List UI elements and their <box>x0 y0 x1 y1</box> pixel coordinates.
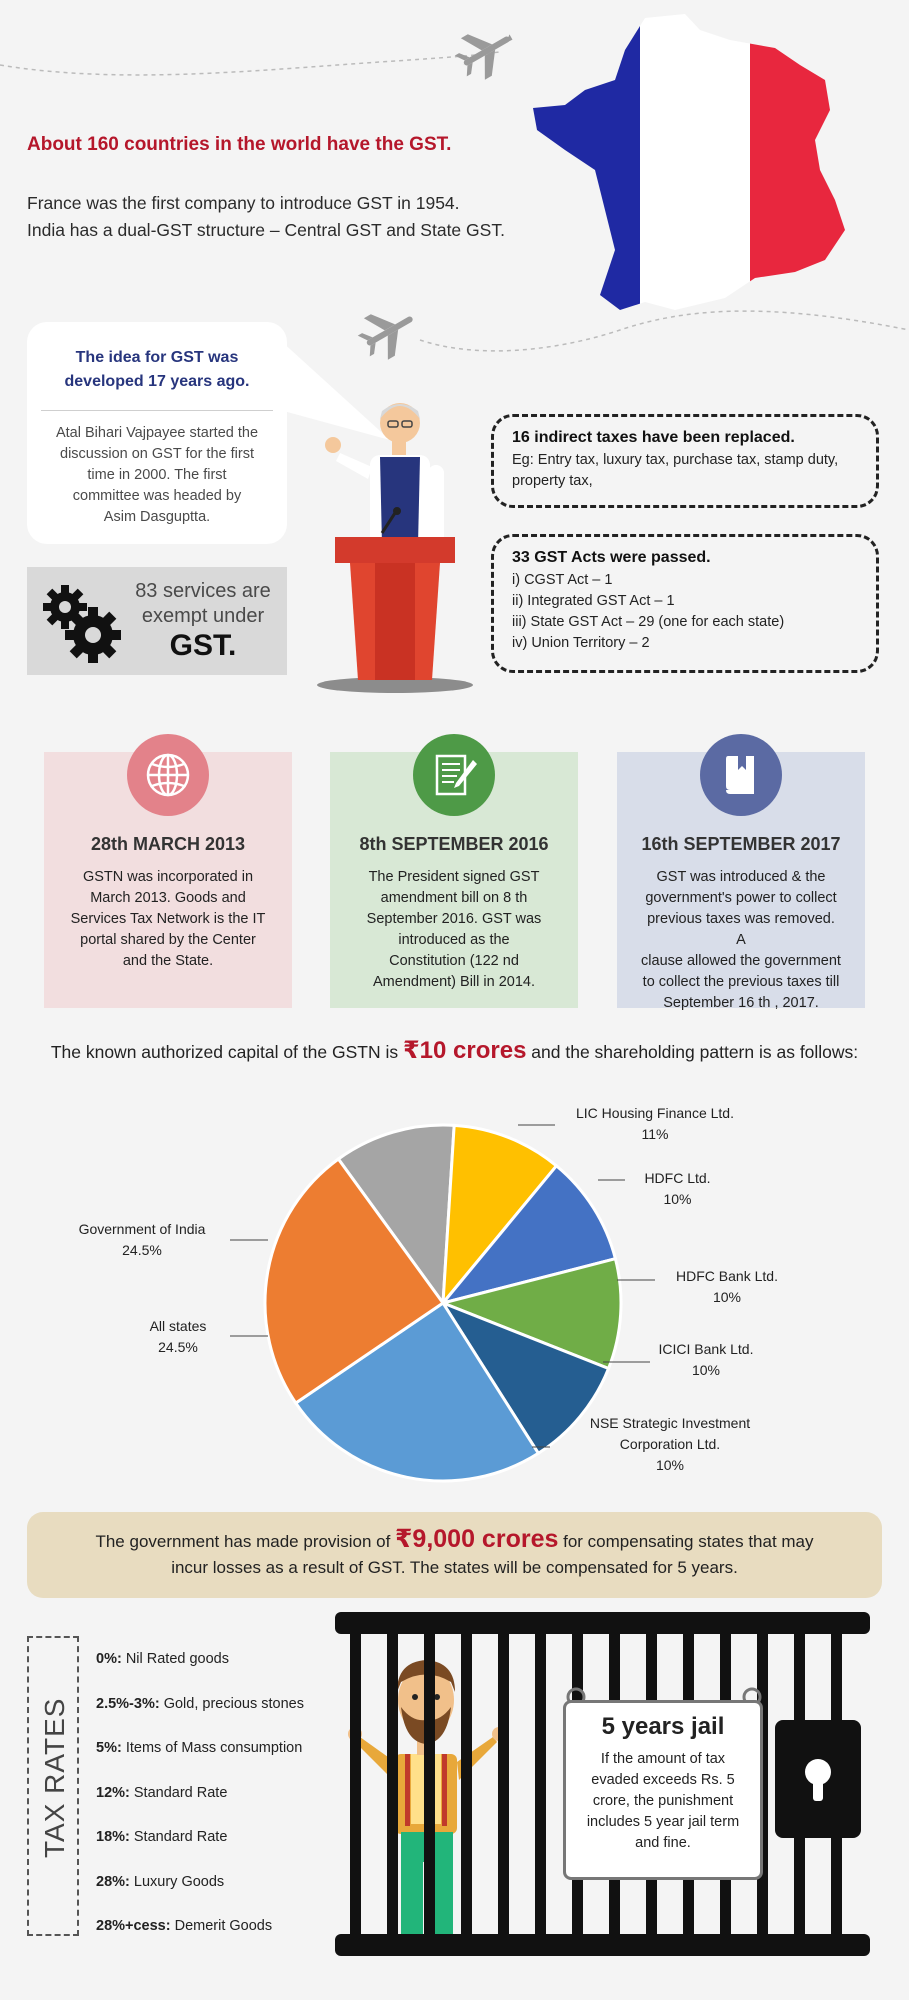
gst-act-item: iv) Union Territory – 2 <box>512 635 650 651</box>
bubble-body-line: Asim Dasguptta. <box>103 509 211 525</box>
services-exempt-box <box>27 567 287 675</box>
jail-title: 5 years jail <box>601 1713 725 1740</box>
pie-label-name: Corporation Ltd. <box>619 1436 721 1452</box>
card-desc-line: The President signed GST <box>368 869 540 885</box>
bubble-body <box>41 410 273 528</box>
card-desc-line: September 16 th , 2017. <box>663 995 819 1011</box>
pie-label-pct: 24.5% <box>158 1339 198 1355</box>
jail-desc-line: crore, the punishment <box>592 1793 734 1809</box>
document-pen-icon <box>429 750 479 800</box>
tax-rate-value: 12%: <box>96 1785 130 1801</box>
book-icon <box>716 750 766 800</box>
padlock-icon <box>775 1720 861 1838</box>
gst-act-item: i) CGST Act – 1 <box>512 572 613 588</box>
services-gst-label: GST. <box>169 629 237 662</box>
tax-rate-item <box>96 1651 229 1667</box>
indirect-taxes-title: 16 indirect taxes have been replaced. <box>512 429 795 446</box>
card-description <box>641 867 841 1014</box>
compensation-amount: ₹9,000 crores <box>395 1525 559 1553</box>
card-date: 8th SEPTEMBER 2016 <box>359 834 549 854</box>
card-desc-line: clause allowed the government <box>641 953 841 969</box>
tax-rate-desc: Demerit Goods <box>174 1918 273 1934</box>
tax-rate-item <box>96 1696 304 1712</box>
bubble-body-line: committee was headed by <box>72 488 242 504</box>
card-description <box>68 867 268 972</box>
tax-rate-desc: Luxury Goods <box>133 1874 225 1890</box>
jail-desc-line: and fine. <box>635 1835 691 1851</box>
pie-label-name: HDFC Bank Ltd. <box>676 1268 778 1284</box>
globe-icon <box>143 750 193 800</box>
card-desc-line: amendment bill on 8 th <box>380 890 528 906</box>
bubble-body-line: Atal Bihari Vajpayee started the <box>55 425 259 441</box>
services-text <box>123 579 283 629</box>
card-desc-line: September 2016. GST was <box>366 911 542 927</box>
pie-label-pct: 11% <box>641 1126 669 1142</box>
pie-label-hdfc-bank <box>658 1266 796 1308</box>
timeline-card-2013 <box>44 752 292 1008</box>
card-desc-line: Constitution (122 nd <box>389 953 519 969</box>
services-line: 83 services are <box>135 580 271 602</box>
pie-label-pct: 10% <box>655 1457 685 1473</box>
pie-label-icici <box>646 1339 766 1381</box>
compensation-text: The government has made provision of <box>95 1532 391 1551</box>
tax-rate-value: 28%: <box>96 1874 130 1890</box>
card-icon-circle <box>127 734 209 816</box>
pie-label-pct: 10% <box>663 1191 692 1207</box>
bubble-title <box>47 346 267 394</box>
capital-text: and the shareholding pattern is as follows: <box>531 1042 859 1062</box>
speech-bubble <box>27 322 287 544</box>
bubble-body-line: time in 2000. The first <box>87 467 227 483</box>
timeline-card-2017 <box>617 752 865 1011</box>
gst-act-item: ii) Integrated GST Act – 1 <box>512 593 675 609</box>
tax-rate-value: 5%: <box>96 1740 122 1756</box>
bubble-title-line: The idea for GST was <box>75 349 239 366</box>
pie-label-name: HDFC Ltd. <box>644 1170 711 1186</box>
pie-label-name: LIC Housing Finance Ltd. <box>576 1105 734 1121</box>
pie-label-name: ICICI Bank Ltd. <box>658 1341 754 1357</box>
pie-label-nse <box>560 1413 780 1476</box>
card-desc-line: introduced as the <box>398 932 510 948</box>
tax-rate-desc: Standard Rate <box>133 1785 228 1801</box>
tax-rate-value: 18%: <box>96 1829 130 1845</box>
pie-label-lic <box>560 1103 750 1145</box>
card-desc-line: March 2013. Goods and <box>90 890 246 906</box>
tax-rate-item <box>96 1785 227 1801</box>
tax-rate-desc: Nil Rated goods <box>125 1651 229 1667</box>
card-date: 16th SEPTEMBER 2017 <box>641 834 841 854</box>
bubble-body-line: discussion on GST for the first <box>60 446 254 462</box>
authorized-capital-line <box>0 1036 909 1065</box>
card-icon-circle <box>700 734 782 816</box>
tax-rate-item <box>96 1829 227 1845</box>
timeline-card-2016 <box>330 752 578 1008</box>
jail-desc-line: evaded exceeds Rs. 5 <box>591 1772 735 1788</box>
compensation-text: for compensating states that may <box>563 1532 814 1551</box>
tax-rate-desc: Items of Mass consumption <box>125 1740 303 1756</box>
intro-paragraph <box>27 190 547 244</box>
capital-amount: ₹10 crores <box>402 1037 527 1064</box>
gst-act-item: iii) State GST Act – 29 (one for each state) <box>512 614 785 630</box>
tax-rate-value: 28%+cess: <box>96 1918 171 1934</box>
pie-label-pct: 10% <box>691 1362 721 1378</box>
pie-label-hdfc <box>625 1168 730 1210</box>
card-desc-line: previous taxes was removed. A <box>647 911 835 948</box>
indirect-taxes-line: property tax, <box>512 473 593 489</box>
tax-rates-panel <box>27 1636 79 1936</box>
pie-label-name: Government of India <box>78 1221 206 1237</box>
jail-info-card <box>563 1700 763 1880</box>
jail-desc-line: includes 5 year jail term <box>586 1814 740 1830</box>
tax-rate-value: 2.5%-3%: <box>96 1696 160 1712</box>
jail-desc-line: If the amount of tax <box>600 1751 726 1767</box>
card-desc-line: GSTN was incorporated in <box>82 869 254 885</box>
card-desc-line: government's power to collect <box>645 890 837 906</box>
tax-rate-item <box>96 1874 224 1890</box>
jail-description <box>580 1749 746 1854</box>
card-desc-line: portal shared by the Center <box>80 932 256 948</box>
pie-label-states <box>128 1316 228 1358</box>
compensation-banner <box>27 1512 882 1598</box>
indirect-taxes-line: Eg: Entry tax, luxury tax, purchase tax, stamp duty, <box>512 452 839 468</box>
card-desc-line: to collect the previous taxes till <box>642 974 840 990</box>
pie-label-government <box>62 1219 222 1261</box>
card-desc-line: GST was introduced & the <box>656 869 826 885</box>
pie-label-pct: 10% <box>712 1289 742 1305</box>
headline-gst-countries: About 160 countries in the world have the GST. <box>27 134 452 155</box>
card-description <box>354 867 554 993</box>
card-desc-line: and the State. <box>122 953 214 969</box>
tax-rate-desc: Standard Rate <box>133 1829 228 1845</box>
compensation-line: incur losses as a result of GST. The states will be compensated for 5 years. <box>171 1558 738 1577</box>
gears-icon <box>35 577 125 667</box>
compensation-line <box>27 1526 882 1555</box>
tax-rate-desc: Gold, precious stones <box>163 1696 304 1712</box>
gst-acts-title: 33 GST Acts were passed. <box>512 549 711 566</box>
indirect-taxes-box <box>491 414 879 508</box>
tax-rate-item <box>96 1740 302 1756</box>
airplane-icon <box>449 16 523 87</box>
capital-text: The known authorized capital of the GSTN is <box>50 1042 399 1062</box>
bubble-title-line: developed 17 years ago. <box>64 373 250 390</box>
france-flag-map <box>525 10 865 320</box>
tax-rate-value: 0%: <box>96 1651 122 1667</box>
pie-label-pct: 24.5% <box>122 1242 162 1258</box>
pie-label-name: All states <box>149 1318 207 1334</box>
pie-label-name: NSE Strategic Investment <box>589 1415 751 1431</box>
card-icon-circle <box>413 734 495 816</box>
card-date: 28th MARCH 2013 <box>90 834 246 854</box>
tax-rate-item <box>96 1918 272 1934</box>
services-line: exempt under <box>141 605 265 627</box>
intro-line: France was the first company to introduce GST in 1954. <box>27 193 460 213</box>
gst-acts-box <box>491 534 879 673</box>
card-desc-line: Services Tax Network is the IT <box>70 911 266 927</box>
speaker-at-podium-illustration <box>300 395 480 695</box>
card-desc-line: Amendment) Bill in 2014. <box>373 974 535 990</box>
tax-rates-title: TAX RATES <box>39 1697 70 1858</box>
intro-line: India has a dual-GST structure – Central GST and State GST. <box>27 220 505 240</box>
